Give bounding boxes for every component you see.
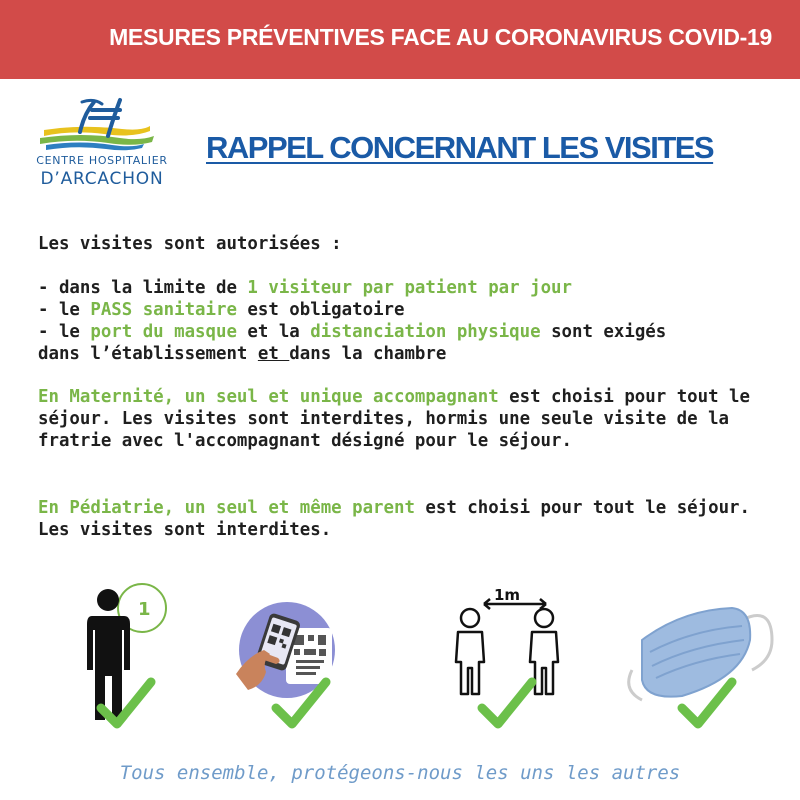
- maternity-highlight: En Maternité, un seul et unique accompagnant: [38, 387, 499, 407]
- header-banner: [0, 0, 800, 79]
- visitor-count-label: 1: [138, 599, 151, 620]
- rule-text: et la: [236, 322, 311, 342]
- rule-mask-distance-line2: [38, 343, 778, 365]
- check-icon: [676, 672, 738, 738]
- maternity-text: est choisi pour: [498, 387, 667, 407]
- rule-text: est obligatoire: [236, 300, 405, 320]
- rule-text: - le: [38, 322, 91, 342]
- banner-title: MESURES PRÉVENTIVES FACE AU CORONAVIRUS COVID-19: [109, 24, 772, 50]
- maternity-text-rest: tout le séjour. Les visites sont interdites, hormis une seule visite de la fratrie avec l'accompagnant désigné pour le séjour.: [38, 387, 750, 451]
- maternity-paragraph: [38, 386, 778, 452]
- rule-text: sont exigés: [540, 322, 667, 342]
- footer-slogan: Tous ensemble, protégeons-nous les uns les autres: [119, 762, 681, 784]
- rule-highlight: PASS sanitaire: [90, 300, 237, 320]
- page-title: RAPPEL CONCERNANT LES VISITES: [206, 130, 714, 165]
- hospital-logo: [22, 96, 182, 196]
- distance-label: 1m: [494, 586, 521, 604]
- pediatrics-text: est choisi pour tout le: [414, 498, 667, 518]
- rule-underlined: et: [257, 344, 290, 364]
- rule-highlight: port du masque: [90, 322, 237, 342]
- rule-highlight: 1 visiteur par patient par jour: [247, 278, 572, 298]
- rule-pass: [38, 299, 778, 321]
- rule-text: - dans la limite de: [38, 278, 248, 298]
- intro-text: Les visites sont autorisées :: [38, 234, 342, 254]
- logo-mark-icon: [22, 96, 182, 154]
- rule-text: - le: [38, 300, 91, 320]
- pediatrics-paragraph: [38, 497, 778, 541]
- check-icon: [270, 672, 332, 738]
- rule-visitor-limit: [38, 277, 778, 299]
- pediatrics-text-rest: séjour. Les visites sont interdites.: [38, 498, 750, 540]
- check-icon: [476, 672, 538, 738]
- logo-text-line1: CENTRE HOSPITALIER: [36, 154, 168, 167]
- rule-text: dans la chambre: [289, 344, 447, 364]
- pediatrics-highlight: En Pédiatrie, un seul et même parent: [38, 498, 415, 518]
- rules-block: [38, 233, 778, 365]
- rule-mask-distance: [38, 321, 778, 343]
- rule-highlight: distanciation physique: [310, 322, 541, 342]
- check-icon: [95, 672, 157, 738]
- logo-text-line2: D’ARCACHON: [40, 169, 164, 189]
- rule-text: dans l’établissement: [38, 344, 258, 364]
